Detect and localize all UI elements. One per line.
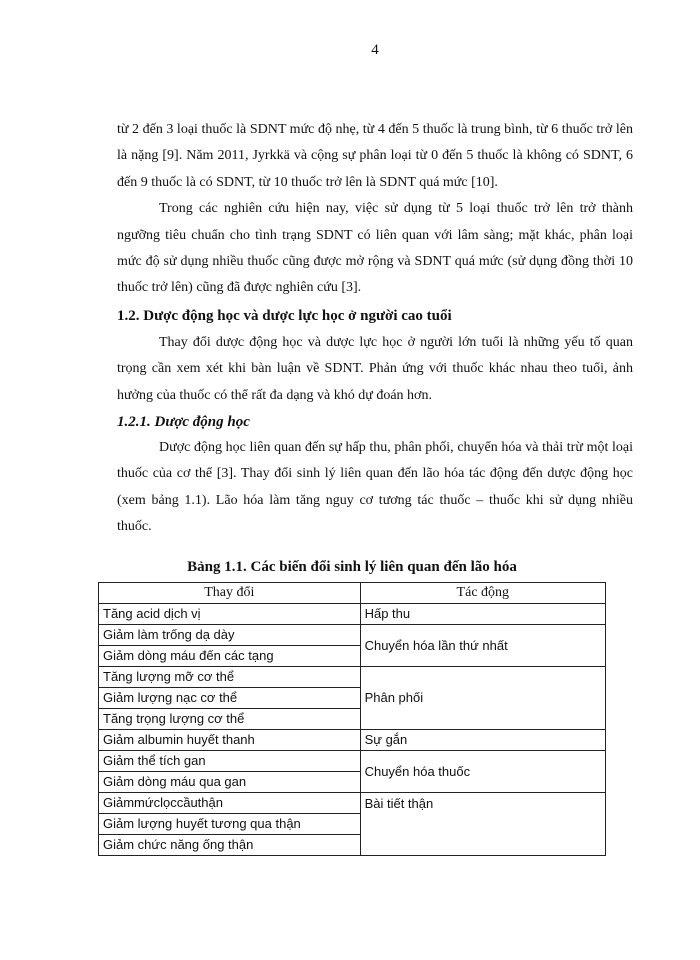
paragraph-pk-pd-elderly: Thay đổi dược động học và dược lực học ở người lớn tuổi là những yếu tố quan trọng cần xem xét khi bàn luận về SDNT. Phản ứng với thuốc khác nhau theo tuổi, ảnh hưởng của thuốc có thể rất đa dạng và khó dự đoán hơn. <box>117 334 633 403</box>
table-cell-effect: Sự gắn <box>360 730 605 751</box>
table-caption: Bảng 1.1. Các biến đổi sinh lý liên quan đến lão hóa <box>187 559 517 575</box>
table-cell-change: Giảm thể tích gan <box>99 751 361 772</box>
table-cell-effect: Phân phối <box>360 667 605 730</box>
table-row <box>99 667 606 688</box>
table-cell-change: Giảm chức năng ống thận <box>99 835 361 856</box>
document-body <box>117 117 633 541</box>
table-cell-change: Giảm làm trống dạ dày <box>99 625 361 646</box>
paragraph-pharmacokinetics: Dược động học liên quan đến sự hấp thu, phân phối, chuyển hóa và thải trừ một loại thuốc của cơ thể [3]. Thay đổi sinh lý liên quan đến lão hóa tác động đến dược động học (xem bảng 1.1). Lão hóa làm tăng nguy cơ tương tác thuốc – thuốc khi sử dụng nhiều thuốc. <box>117 440 633 535</box>
table-header-row <box>99 583 606 604</box>
table-cell-effect: Chuyển hóa lần thứ nhất <box>360 625 605 667</box>
page-number: 4 <box>371 42 379 58</box>
table-cell-change: Giảm dòng máu đến các tạng <box>99 646 361 667</box>
section-heading-1-2: 1.2. Dược động học và dược lực học ở người cao tuổi <box>117 307 452 324</box>
table-cell-change: Giảm albumin huyết thanh <box>99 730 361 751</box>
table-cell-change: Giảm lượng huyết tương qua thận <box>99 814 361 835</box>
table-cell-effect: Bài tiết thận <box>360 793 605 856</box>
table-row <box>99 604 606 625</box>
table-row <box>99 793 606 814</box>
paragraph-polypharmacy-levels: từ 2 đến 3 loại thuốc là SDNT mức độ nhẹ, từ 4 đến 5 thuốc là trung bình, từ 6 thuốc trở lên là nặng [9]. Năm 2011, Jyrkkä và cộng sự phân loại từ 0 đến 5 thuốc là không có SDNT, 6 đến 9 thuốc là có SDNT, từ 10 thuốc trở lên là SDNT quá mức [10]. <box>117 122 633 190</box>
table-header-effect: Tác động <box>360 583 605 604</box>
table-cell-change: Giảm dòng máu qua gan <box>99 772 361 793</box>
table-header-change: Thay đổi <box>99 583 361 604</box>
table-row <box>99 751 606 772</box>
section-heading-1-2-1: 1.2.1. Dược động học <box>117 414 250 431</box>
table-cell-effect: Hấp thu <box>360 604 605 625</box>
table-cell-change: Giảm lượng nạc cơ thể <box>99 688 361 709</box>
table-cell-change: Tăng lượng mỡ cơ thể <box>99 667 361 688</box>
paragraph-current-research: Trong các nghiên cứu hiện nay, việc sử dụng từ 5 loại thuốc trở lên trở thành ngưỡng tiêu chuẩn cho tình trạng SDNT có liên quan với lâm sàng; mặt khác, phân loại mức độ sử dụng nhiều thuốc cũng được mở rộng và SDNT quá mức (sử dụng đồng thời 10 thuốc trở lên) cũng đã được nghiên cứu [3]. <box>117 201 633 296</box>
table-row <box>99 730 606 751</box>
table-cell-change: Tăng acid dịch vị <box>99 604 361 625</box>
table-row <box>99 625 606 646</box>
aging-changes-table <box>98 582 606 856</box>
table-cell-change: Tăng trọng lượng cơ thể <box>99 709 361 730</box>
table-cell-change: Giảmmứclọccầuthận <box>99 793 361 814</box>
table-cell-effect: Chuyển hóa thuốc <box>360 751 605 793</box>
